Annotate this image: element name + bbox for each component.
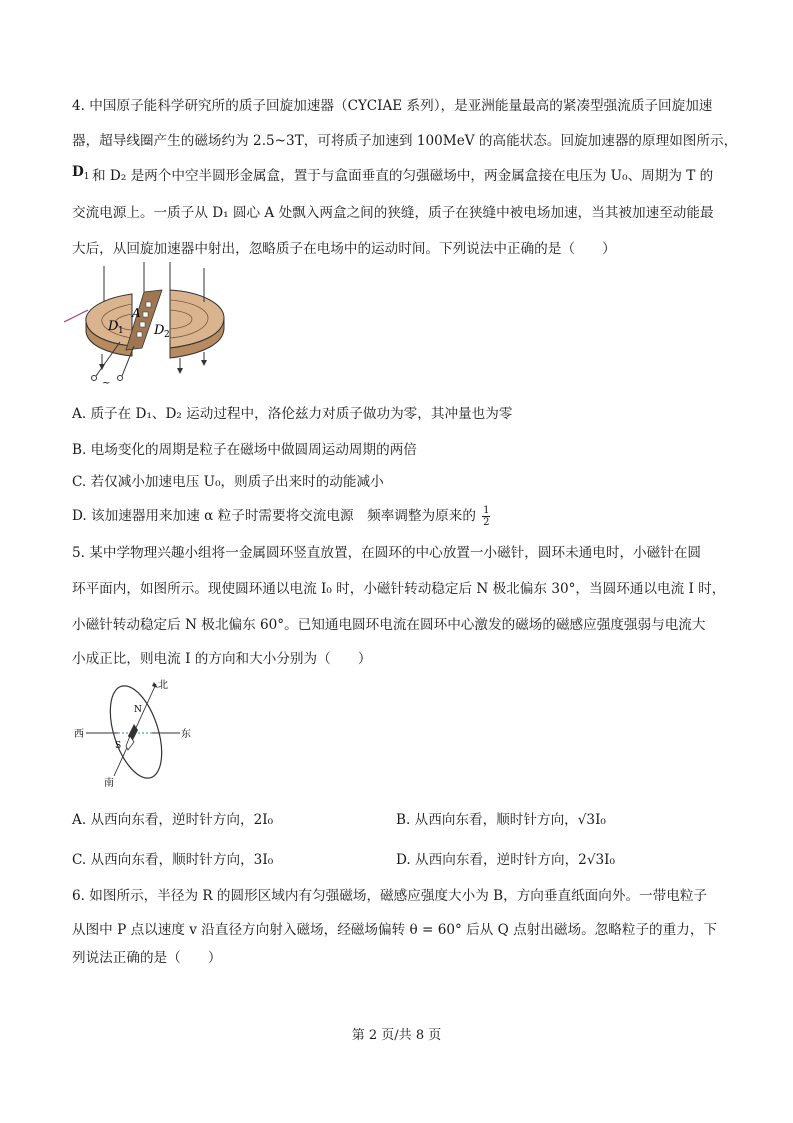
q5-option-b: B. 从西向东看，顺时针方向，√3I₀ [396,812,606,828]
cyclotron-figure [62,262,242,388]
q4-option-c: C. 若仅减小加速电压 U₀，则质子出来时的动能减小 [72,474,384,490]
q5-line-3: 小磁针转动稳定后 N 极北偏东 60°。已知通电圆环电流在圆环中心激发的磁场的磁感应强度强弱与电流大 [72,617,706,633]
page-number: 第 2 页/共 8 页 [351,1028,442,1043]
point-a-label: A [132,306,141,320]
west-label: 西 [74,729,84,740]
q4-line-1: 4. 中国原子能科学研究所的质子回旋加速器（CYCIAE 系列），是亚洲能量最高的紧凑型强流质子回旋加速 [72,98,713,114]
q4-option-d-text: D. 该加速器用来加速 α 粒子时需要将交流电源 频率调整为原来的 [72,508,476,524]
q6-line-1: 6. 如图所示，半径为 R 的圆形区域内有匀强磁场，磁感应强度大小为 B，方向垂直纸面向外。一带电粒子 [72,888,708,904]
q4-line-4: 交流电源上。一质子从 D₁ 圆心 A 处飘入两盒之间的狭缝，质子在狭缝中被电场加速，当其被加速至动能最 [72,205,714,221]
q4-line-5: 大后，从回旋加速器中射出，忽略质子在电场中的运动时间。下列说法中正确的是（ ） [72,241,616,257]
fraction-denominator: 2 [483,517,490,528]
d2-label: D [154,323,165,338]
q5-line-2: 环平面内，如图所示。现使圆环通以电流 I₀ 时，小磁针转动稳定后 N 极北偏东 30°，当圆环通以电流 I 时， [72,581,726,597]
ac-label: ~ [102,378,111,388]
q5-line-1: 5. 某中学物理兴趣小组将一金属圆环竖直放置，在圆环的中心放置一小磁针，圆环未通电时，小磁针在圆 [72,545,702,561]
d2-sub: 2 [164,330,170,340]
q4-option-d-fraction [482,505,490,528]
q5-option-d: D. 从西向东看，逆时针方向，2√3I₀ [396,852,615,868]
fraction-numerator: 1 [483,505,490,516]
q6-line-2: 从图中 P 点以速度 v 沿直径方向射入磁场，经磁场偏转 θ = 60° 后从 Q 点射出磁场。忽略粒子的重力，下 [72,922,718,938]
d1-label: D [108,319,119,334]
s-pole-label: S [115,741,122,751]
q5-option-a: A. 从西向东看，逆时针方向，2I₀ [72,812,274,828]
north-label: 北 [158,680,168,691]
q6-line-3: 列说法正确的是（ ） [72,950,222,966]
q4-option-d [72,504,490,528]
south-label: 南 [104,778,114,789]
q4-line-2: 器，超导线圈产生的磁场约为 2.5~3T，可将质子加速到 100MeV 的高能状态。回旋加速器的原理如图所示， [72,133,738,149]
q4-line-3-prefix-d1: $D_1$ [72,164,90,182]
q4-line-3: 和 D₂ 是两个中空半圆形金属盒，置于与盒面垂直的匀强磁场中，两金属盒接在电压为 U₀、周期为 T 的 [92,168,714,184]
q5-line-4: 小成正比，则电流 I 的方向和大小分别为（ ） [72,651,372,667]
q4-option-a: A. 质子在 D₁、D₂ 运动过程中，洛伦兹力对质子做功为零，其冲量也为零 [72,406,513,422]
q5-option-c: C. 从西向东看，顺时针方向，3I₀ [72,852,274,868]
ring-compass-figure [72,672,202,790]
east-label: 东 [181,729,191,740]
q4-option-b: B. 电场变化的周期是粒子在磁场中做圆周运动周期的两倍 [72,442,417,458]
d1-sub: 1 [118,326,124,336]
n-pole-label: N [134,705,142,715]
